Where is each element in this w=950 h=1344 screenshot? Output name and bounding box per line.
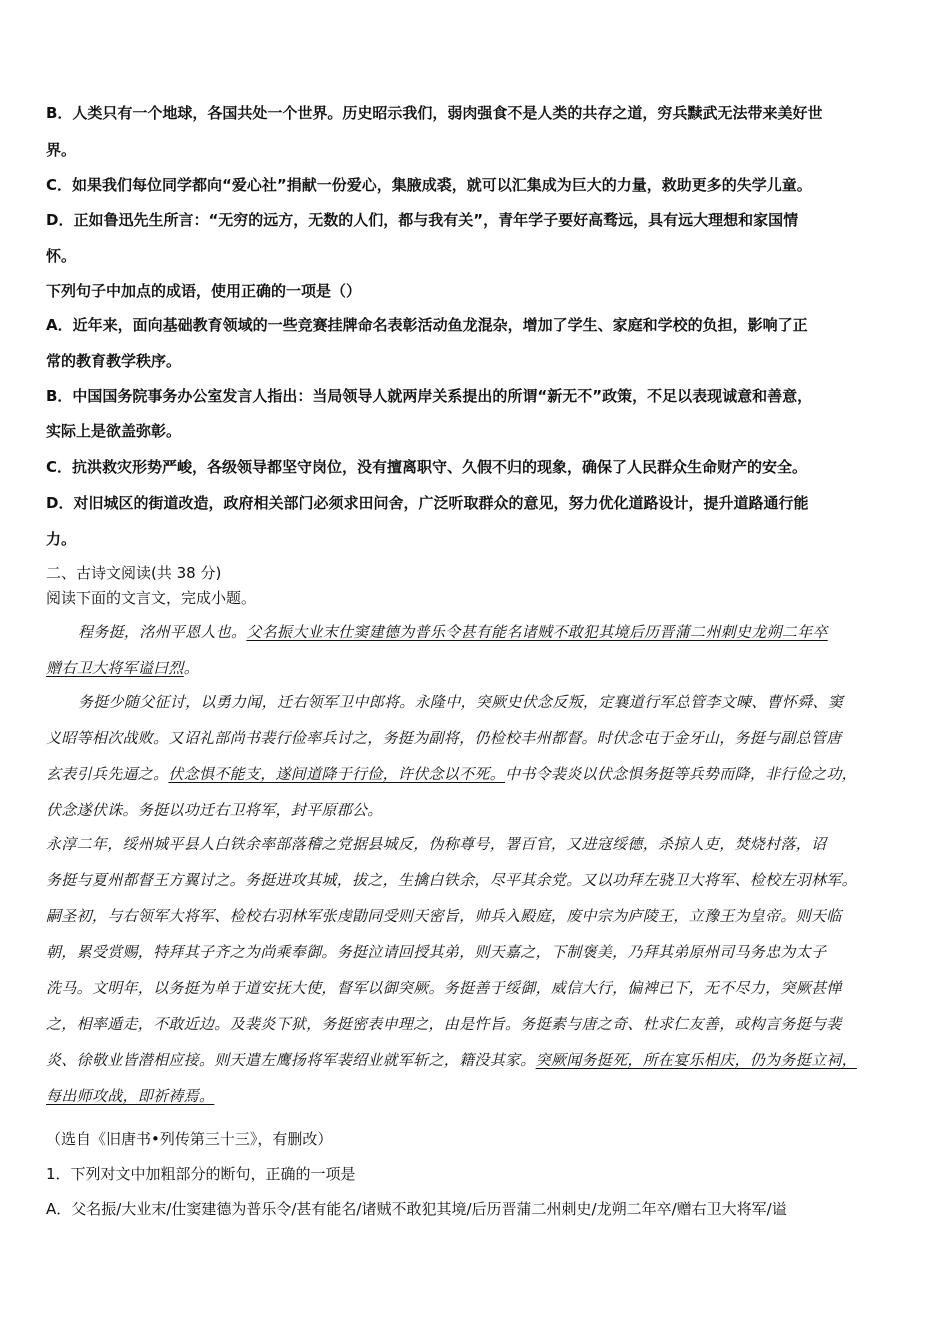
passage-p1-line1: [78, 621, 828, 642]
passage-source: （选自《旧唐书•列传第三十三》，有删改）: [46, 1130, 333, 1148]
passage-p2-line1: 务挺少随父征讨，以勇力闻，迁右领军卫中郎将。永隆中，突厥史伏念反叛，定襄道行军总管李文暕、曹怀舜、窦: [78, 693, 844, 711]
passage-p2-line2: 义昭等相次战败。又诏礼部尚书裴行俭率兵讨之，务挺为副将，仍检校丰州都督。时伏念屯于金牙山，务挺与副总管唐: [46, 729, 842, 747]
prev-option-c: C．如果我们每位同学都向“爱心社”捐献一份爱心，集腋成裘，就可以汇集成为巨大的力量，救助更多的失学儿童。: [46, 176, 812, 194]
idiom-option-b-line1: B．中国国务院事务办公室发言人指出：当局领导人就两岸关系提出的所谓“新无不”政策，不足以表现诚意和善意，: [46, 387, 813, 405]
passage-p3-line7-start: 炎、徐敬业皆潜相应接。则天遣左鹰扬将军裴绍业就军斩之，籍没其家。: [46, 1051, 536, 1069]
passage-p3-line2: 务挺与夏州都督王方翼讨之。务挺进攻其城，拔之，生擒白铁余，尽平其余党。又以功拜左骁卫大将军、检校左羽林军。: [46, 871, 857, 889]
bold-segment-line1: 父名振大业末仕窦建德为普乐令甚有能名诸贼不敢犯其境后历晋蒲二州刺史龙朔二年卒: [246, 623, 828, 641]
idiom-option-d-line1: D．对旧城区的街道改造，政府相关部门必须求田问舍，广泛听取群众的意见，努力优化道路设计，提升道路通行能: [46, 494, 809, 512]
idiom-option-d-line2: 力。: [46, 530, 77, 548]
idiom-question-stem: 下列句子中加点的成语，使用正确的一项是（）: [46, 282, 362, 300]
passage-p1-end: 。: [183, 659, 200, 677]
prev-option-d-line1: D．正如鲁迅先生所言：“无穷的远方，无数的人们，都与我有关”，青年学子要好高骛远，具有远大理想和家国情: [46, 211, 799, 229]
prev-option-b-line1: B．人类只有一个地球，各国共处一个世界。历史昭示我们，弱肉强食不是人类的共存之道，穷兵黩武无法带来美好世: [46, 104, 823, 122]
passage-p3-line7: [46, 1049, 857, 1070]
passage-p2-line3-start: 玄表引兵先逼之。: [46, 765, 169, 783]
bold-segment-line2: 赠右卫大将军谥曰烈: [46, 659, 184, 677]
passage-p3-line4: 朝，累受赏赐，特拜其子齐之为尚乘奉御。务挺泣请回授其弟，则天嘉之，下制褒美，乃拜其弟原州司马务忠为太子: [46, 943, 827, 961]
passage-p2-line3-end: 中书令裴炎以伏念惧务挺等兵势而降，非行俭之功，: [505, 765, 857, 783]
passage-p3-line6: 之，相率遁走，不敢近边。及裴炎下狱，务挺密表申理之，由是忤旨。务挺素与唐之奇、杜求仁友善，或构言务挺与裴: [46, 1015, 842, 1033]
passage-p2-line4: 伏念遂伏诛。务挺以功迁右卫将军，封平原郡公。: [46, 801, 383, 819]
prev-option-b-line2: 界。: [46, 141, 77, 159]
idiom-option-a-line2: 常的教育教学秩序。: [46, 352, 182, 370]
idiom-option-a-line1: A．近年来，面向基础教育领域的一些竞赛挂牌命名表彰活动鱼龙混杂，增加了学生、家庭和学校的负担，影响了正: [46, 316, 808, 334]
reading-instruction: 阅读下面的文言文，完成小题。: [46, 589, 257, 607]
passage-p3-line3: 嗣圣初，与右领军大将军、检校右羽林军张虔勖同受则天密旨，帅兵入殿庭，废中宗为庐陵王，立豫王为皇帝。则天临: [46, 907, 842, 925]
passage-p3-line1: 永淳二年，绥州城平县人白铁余率部落稽之党据县城反，伪称尊号，署百官，又进寇绥德，杀掠人吏，焚烧村落，诏: [46, 835, 827, 853]
passage-p1-opening: 程务挺，洺州平恩人也。: [78, 623, 247, 641]
prev-option-d-line2: 怀。: [46, 247, 77, 265]
question-1-stem: 1．下列对文中加粗部分的断句，正确的一项是: [46, 1165, 356, 1183]
passage-p3-line8: [46, 1085, 214, 1106]
idiom-option-b-line2: 实际上是欲盖弥彰。: [46, 422, 182, 440]
idiom-option-c: C．抗洪救灾形势严峻，各级领导都坚守岗位，没有擅离职守、久假不归的现象，确保了人民群众生命财产的安全。: [46, 458, 808, 476]
question-1-option-a: A．父名振/大业末/仕窦建德为普乐令/甚有能名/诸贼不敢犯其境/后历晋蒲二州刺史/龙朔二年卒/赠右卫大将军/谥: [46, 1200, 787, 1218]
passage-p2-line3: [46, 763, 857, 784]
section-heading: 二、古诗文阅读(共 38 分): [46, 564, 222, 582]
passage-p1-line2: [46, 657, 199, 678]
underlined-sentence-2: 突厥闻务挺死，所在宴乐相庆，仍为务挺立祠，: [535, 1051, 857, 1069]
passage-p3-line5: 洗马。文明年，以务挺为单于道安抚大使，督军以御突厥。务挺善于绥御，威信大行，偏裨已下，无不尽力，突厥甚惮: [46, 979, 842, 997]
underlined-sentence-1: 伏念惧不能支，遂间道降于行俭，许伏念以不死。: [168, 765, 506, 783]
underlined-sentence-2-end: 每出师攻战，即祈祷焉。: [46, 1087, 215, 1105]
